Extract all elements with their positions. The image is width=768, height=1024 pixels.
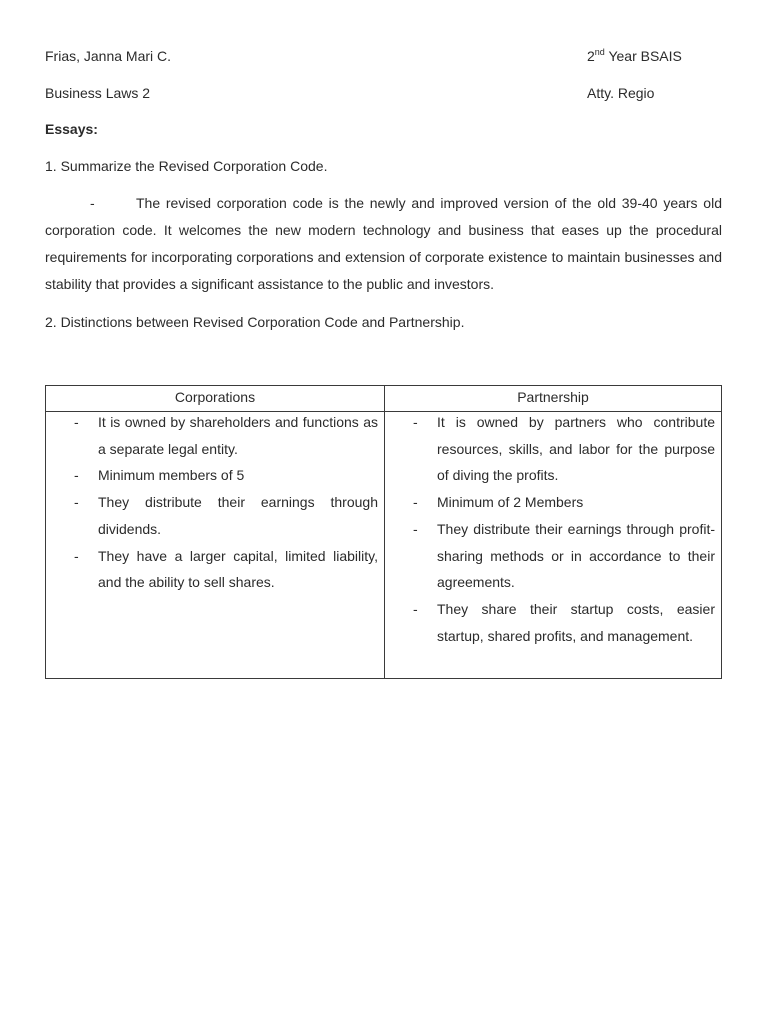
question-2: 2. Distinctions between Revised Corporation Code and Partnership. [45, 314, 465, 330]
list-bullet: - [413, 494, 418, 511]
essays-heading: Essays: [45, 121, 98, 137]
corporations-column [46, 412, 384, 678]
corporations-item-text: They have a larger capital, limited liability, and the ability to sell shares. [98, 547, 378, 591]
year-number: 2 [587, 48, 595, 64]
list-bullet: - [74, 494, 79, 511]
corporations-item [46, 462, 384, 489]
partnership-item [385, 596, 721, 649]
list-bullet: - [74, 467, 79, 484]
list-bullet: - [74, 414, 79, 430]
year-level [587, 48, 682, 64]
year-program: Year BSAIS [604, 48, 682, 64]
corporations-item [46, 543, 384, 596]
answer-1-text: The revised corporation code is the newly and improved version of the old 39-40 years old corporation code. It welcomes the new modern technology and business that eases up the procedural requirements for incorporating corporations and extension of corporate existence to maintain businesses and stability that provides a significant assistance to the public and investors. [45, 195, 722, 292]
partnership-column [385, 412, 721, 678]
list-bullet: - [413, 414, 418, 430]
partnership-item [385, 516, 721, 596]
corporations-item [46, 489, 384, 542]
partnership-item-text: They share their startup costs, easier startup, shared profits, and management. [437, 600, 715, 644]
answer-1-paragraph [45, 190, 722, 298]
partnership-item-text: Minimum of 2 Members [437, 494, 584, 511]
comparison-table [45, 385, 722, 679]
corporations-item-text: It is owned by shareholders and functions as a separate legal entity. [98, 414, 378, 457]
student-name: Frias, Janna Mari C. [45, 48, 172, 64]
corporations-item-text: They distribute their earnings through dividends. [98, 494, 378, 537]
list-bullet: - [413, 520, 418, 537]
answer-1-bullet: - [90, 195, 95, 211]
instructor-name: Atty. Regio [587, 85, 655, 101]
header-corporations: Corporations [174, 389, 256, 405]
list-bullet: - [74, 547, 79, 564]
header-partnership: Partnership [517, 389, 589, 405]
partnership-item [385, 489, 721, 516]
question-1: 1. Summarize the Revised Corporation Code. [45, 158, 328, 174]
subject-name: Business Laws 2 [45, 85, 151, 101]
partnership-item-text: They distribute their earnings through profit-sharing methods or in accordance to their agreements. [437, 520, 715, 591]
corporations-item-text: Minimum members of 5 [98, 467, 245, 484]
corporations-item [46, 409, 384, 462]
partnership-item-text: It is owned by partners who contribute resources, skills, and labor for the purpose of diving the profits. [437, 414, 715, 484]
year-ordinal-suffix: nd [594, 47, 605, 57]
list-bullet: - [413, 600, 418, 617]
partnership-item [385, 409, 721, 489]
